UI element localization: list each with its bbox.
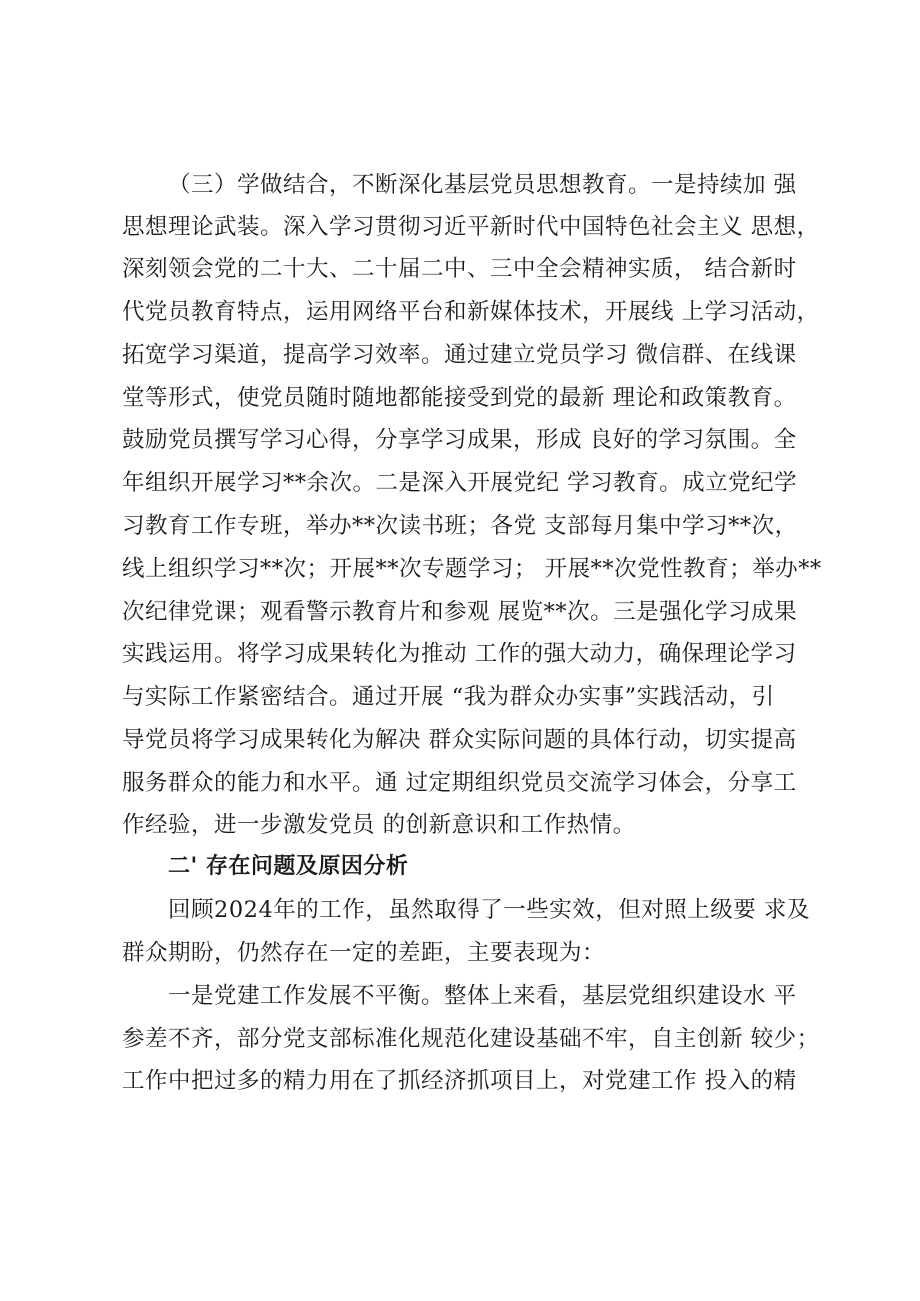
paragraph-line: 群众期盼，仍然存在一定的差距，主要表现为： [122,940,606,966]
paragraph-line: 思想理论武装。深入学习贯彻习近平新时代中国特色社会主义 思想， [122,214,820,240]
paragraph-line: 年组织开展学习**余次。二是深入开展党纪 学习教育。成立党纪学 [122,470,798,496]
paragraph-line: 一是党建工作发展不平衡。整体上来看，基层党组织建设水 平 [168,983,797,1009]
paragraph-line: 回顾2024年的工作，虽然取得了一些实效，但对照上级要 求及 [168,897,810,923]
section-heading: 二' 存在问题及原因分析 [168,854,409,879]
paragraph-line: 线上组织学习**次；开展**次专题学习； 开展**次党性教育；举办** [122,556,822,582]
paragraph-line: 代党员教育特点，运用网络平台和新媒体技术，开展线 上学习活动， [122,299,820,325]
paragraph-line: 作经验，进一步激发党员 的创新意识和工作热情。 [122,812,636,838]
paragraph-line: 实践运用。将学习成果转化为推动 工作的强大动力，确保理论学习 [122,641,797,667]
paragraph-line: 拓宽学习渠道，提高学习效率。通过建立党员学习 微信群、在线课 [122,342,797,368]
paragraph-line: 习教育工作专班，举办**次读书班；各党 支部每月集中学习**次， [122,513,798,539]
paragraph-line: 次纪律党课；观看警示教育片和参观 展览**次。三是强化学习成果 [122,599,798,625]
paragraph-line: 服务群众的能力和水平。通 过定期组织党员交流学习体会，分享工 [122,770,797,796]
paragraph-line: 参差不齐，部分党支部标准化规范化建设基础不牢，自主创新 较少； [122,1026,820,1052]
paragraph-line: 与实际工作紧密结合。通过开展 “我为群众办实事”实践活动，引 [122,684,775,710]
paragraph-line: 导党员将学习成果转化为解决 群众实际问题的具体行动，切实提高 [122,727,797,753]
paragraph-line: （三）学做结合，不断深化基层党员思想教育。一是持续加 强 [168,172,797,198]
paragraph-line: 工作中把过多的精力用在了抓经济抓项目上，对党建工作 投入的精 [122,1068,797,1094]
paragraph-line: 鼓励党员撰写学习心得，分享学习成果，形成 良好的学习氛围。全 [122,427,797,453]
paragraph-line: 深刻领会党的二十大、二十届二中、三中全会精神实质， 结合新时 [122,256,797,282]
paragraph-line: 堂等形式，使党员随时随地都能接受到党的最新 理论和政策教育。 [122,385,797,411]
